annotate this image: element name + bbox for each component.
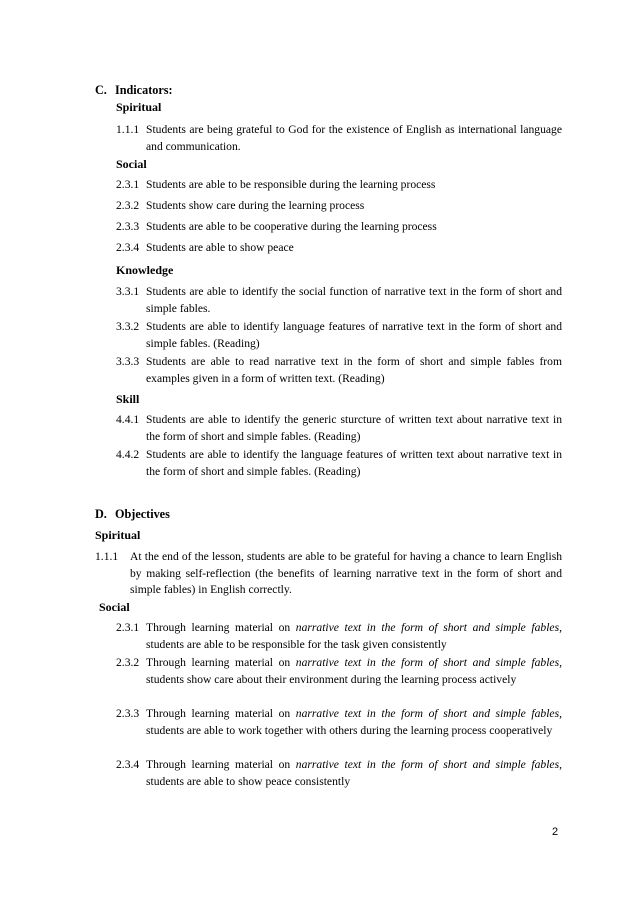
c-spiritual-item: 1.1.1 Students are being grateful to God for the existence of English as international language and communication. <box>116 123 562 153</box>
d-social-item: 2.3.4 Through learning material on narrative text in the form of short and simple fables, students are able to show peace consistently <box>116 758 562 788</box>
c-spiritual-heading: Spiritual <box>116 100 162 114</box>
c-skill-item: 4.4.1 Students are able to identify the generic sturcture of written text about narrative text in the form of short and simple fables. (Reading) <box>116 413 562 443</box>
c-social-item: 2.3.2 Students show care during the learning process <box>116 199 365 212</box>
c-social-item: 2.3.4 Students are able to show peace <box>116 241 294 254</box>
c-knowledge-item: 3.3.1 Students are able to identify the social function of narrative text in the form of short and simple fables. <box>116 285 562 315</box>
c-knowledge-item: 3.3.3 Students are able to read narrative text in the form of short and simple fables from examples given in a form of written text. (Reading) <box>116 355 562 385</box>
page-number: 2 <box>552 826 559 838</box>
c-social-item: 2.3.1 Students are able to be responsible during the learning process <box>116 178 436 191</box>
d-spiritual-item: 1.1.1 At the end of the lesson, students are able to be grateful for having a chance to learn English by making self-reflection (the benefits of learning narrative text in the form of short and simple fables) in English correctly. <box>95 550 562 596</box>
c-skill-heading: Skill <box>116 392 140 406</box>
c-social-heading: Social <box>116 157 147 171</box>
section-d-label: D. <box>95 507 107 521</box>
section-c-label: C. <box>95 83 107 97</box>
d-social-heading: Social <box>99 600 130 614</box>
c-knowledge-item: 3.3.2 Students are able to identify language features of narrative text in the form of short and simple fables. (Reading) <box>116 320 562 350</box>
c-skill-item: 4.4.2 Students are able to identify the language features of written text about narrative text in the form of short and simple fables. (Reading) <box>116 448 562 478</box>
section-c-title: Indicators: <box>115 83 173 97</box>
d-spiritual-heading: Spiritual <box>95 528 141 542</box>
section-c-heading <box>95 82 173 98</box>
section-d-title: Objectives <box>115 507 170 521</box>
c-knowledge-heading: Knowledge <box>116 263 174 277</box>
c-social-item: 2.3.3 Students are able to be cooperative during the learning process <box>116 220 437 233</box>
d-social-item: 2.3.3 Through learning material on narrative text in the form of short and simple fables, students are able to work together with others during the learning process cooperatively <box>116 707 562 737</box>
d-social-item: 2.3.1 Through learning material on narrative text in the form of short and simple fables, students are able to be responsible for the task given consistently <box>116 621 562 651</box>
d-social-item: 2.3.2 Through learning material on narrative text in the form of short and simple fables, students show care about their environment during the learning process actively <box>116 656 562 686</box>
section-d-heading <box>95 506 170 522</box>
